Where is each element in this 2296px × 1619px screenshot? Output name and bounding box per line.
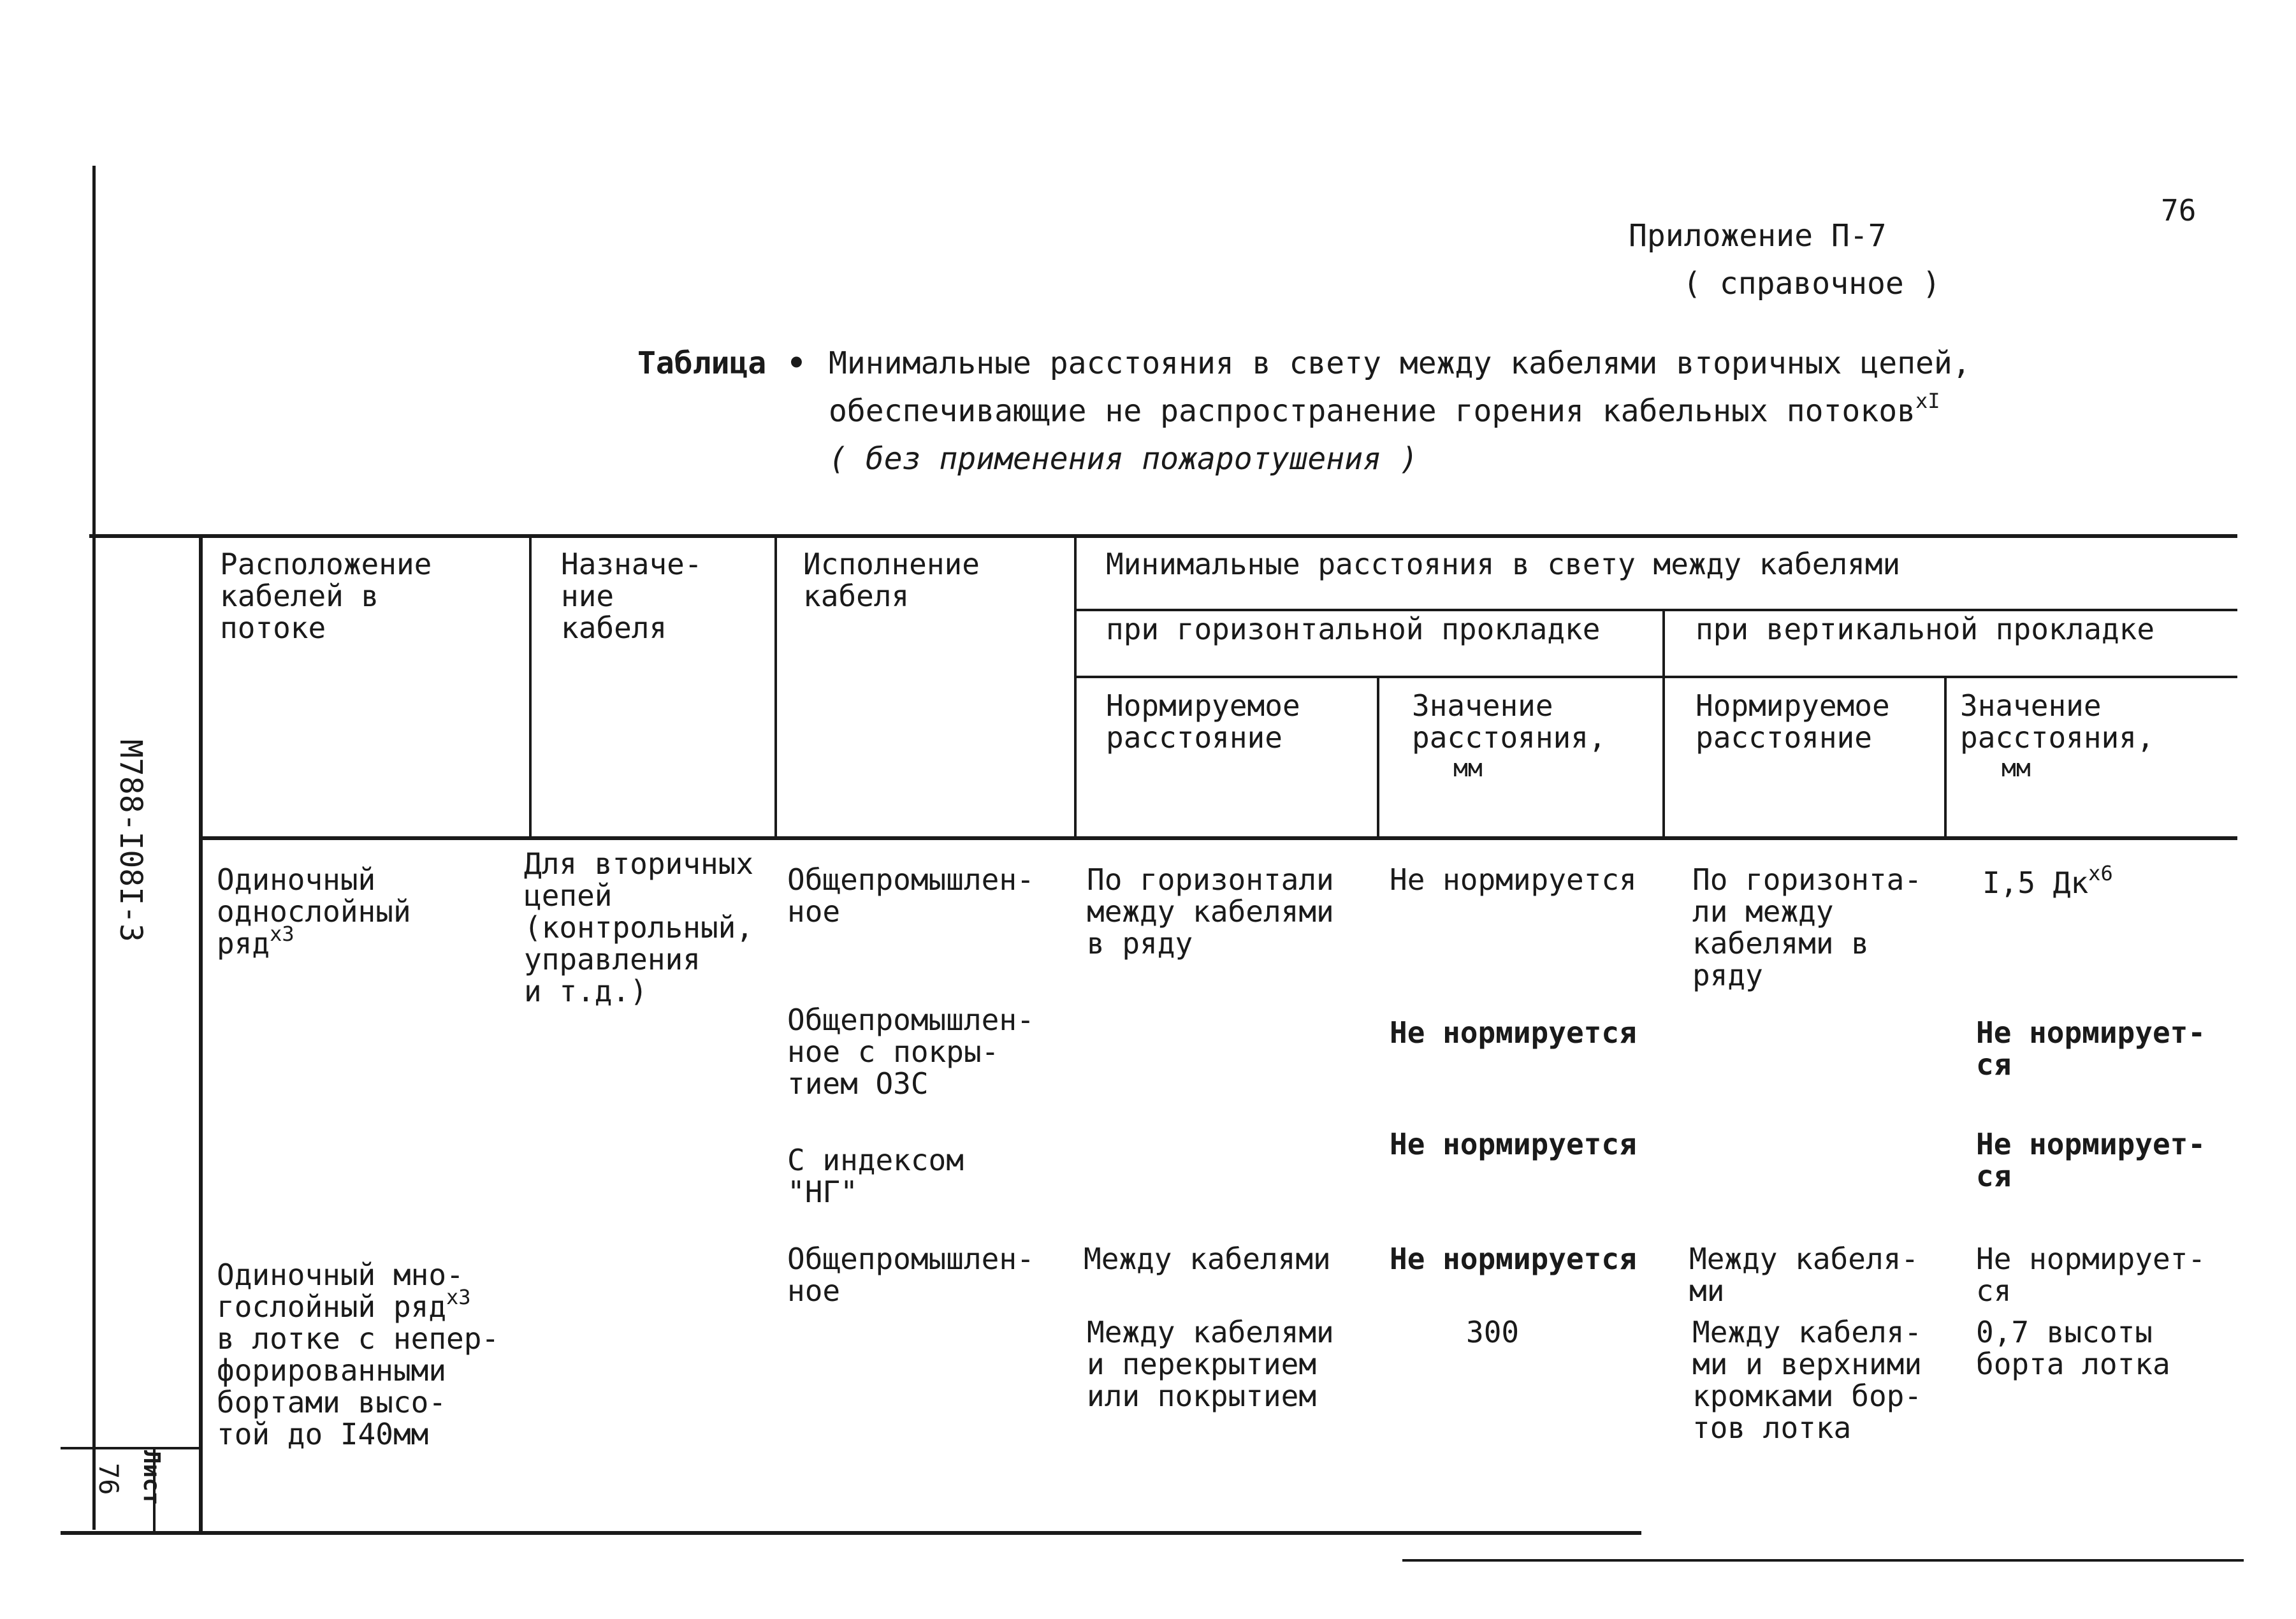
row1-v-normalized: По горизонта- ли между кабелями в ряду — [1692, 862, 1922, 992]
row2-execution: Общепромышлен- ное с покры- тием ОЗС — [787, 1003, 1035, 1101]
header-subgroup-underline — [1075, 676, 2237, 678]
stamp-sheet-label: Лист — [138, 1450, 164, 1506]
row4a-v-value: Не нормирует- ся — [1976, 1242, 2206, 1308]
caption-line-2: обеспечивающие не распространение горения кабельных потоков$^{xI}$ — [829, 389, 1940, 429]
stamp-page: 76 — [93, 1463, 124, 1495]
header-min-distances: Минимальные расстояния в свету между кабелями — [1106, 547, 1901, 581]
col-divider-1 — [529, 538, 532, 838]
header-location: Расположение кабелей в потоке — [220, 547, 432, 645]
stamp-box-top — [61, 1447, 202, 1449]
header-h-value: Значение расстояния, — [1412, 688, 1606, 755]
row4b-h-normalized: Между кабелями и перекрытием или покрытием — [1087, 1315, 1334, 1413]
row1-h-normalized: По горизонтали между кабелями в ряду — [1087, 862, 1334, 961]
header-group-underline — [1075, 609, 2237, 611]
row1-execution: Общепромышлен- ное — [787, 862, 1035, 929]
row1-h-value: Не нормируется — [1390, 862, 1637, 897]
caption-label: Таблица — [637, 345, 767, 381]
row4b-v-value: 0,7 высоты борта лотка — [1976, 1315, 2170, 1381]
row3-v-value: Не нормирует- ся — [1976, 1127, 2206, 1193]
col-divider-hv — [1662, 610, 1665, 838]
header-vertical: при вертикальной прокладке — [1696, 612, 2155, 646]
row2-h-value: Не нормируется — [1390, 1015, 1637, 1050]
header-execution: Исполнение кабеля — [803, 547, 980, 613]
table-header-bottom-border — [199, 836, 2237, 840]
row1-v-value: I,5 $Дк^{x6}$ — [1982, 860, 2113, 900]
left-margin-line — [92, 166, 96, 1530]
row1-location: Одиночный однослойный ряд$^{x3}$ — [217, 862, 411, 961]
row4-execution: Общепромышлен- ное — [787, 1242, 1035, 1308]
row4a-h-value: Не нормируется — [1390, 1242, 1637, 1276]
header-v-normalized: Нормируемое расстояние — [1696, 688, 1890, 755]
col-divider-h-sub — [1377, 677, 1379, 838]
stamp-doc-code: М788-I08I-3 — [113, 739, 149, 942]
col-divider-2 — [774, 538, 777, 838]
caption-line-1: Минимальные расстояния в свету между кабелями вторичных цепей, — [829, 345, 1971, 381]
stamp-right-line — [199, 534, 203, 1535]
caption-line-3: ( без применения пожаротушения ) — [829, 441, 1418, 477]
bottom-line-right — [1402, 1559, 2244, 1562]
row3-execution: С индексом "НГ" — [787, 1143, 964, 1209]
col-divider-v-sub — [1944, 677, 1947, 838]
appendix-subtitle: ( справочное ) — [1683, 266, 1941, 301]
row2-v-value: Не нормирует- ся — [1976, 1015, 2206, 1082]
header-horizontal: при горизонтальной прокладке — [1106, 612, 1601, 646]
caption-bullet: • — [787, 345, 806, 381]
appendix-title: Приложение П-7 — [1629, 218, 1887, 254]
header-v-value-unit: мм — [2002, 754, 2031, 782]
row4-location: Одиночный мно- гослойный ряд$^{x3}$ в лотке с непер- форированными бортами высо- той до I40мм — [217, 1258, 500, 1451]
header-h-value-unit: мм — [1453, 754, 1483, 782]
row1-purpose: Для вторичных цепей (контрольный, управления и т.д.) — [524, 846, 754, 1008]
row4b-h-value: 300 — [1466, 1315, 1520, 1349]
header-h-normalized: Нормируемое расстояние — [1106, 688, 1300, 755]
table-top-border — [89, 534, 2237, 538]
row4b-v-normalized: Между кабеля- ми и верхними кромками бор- тов лотка — [1692, 1315, 1922, 1445]
col-divider-3 — [1074, 538, 1077, 838]
table-bottom-border — [61, 1531, 1641, 1535]
header-v-value: Значение расстояния, — [1960, 688, 2154, 755]
row3-h-value: Не нормируется — [1390, 1127, 1637, 1161]
header-purpose: Назначе- ние кабеля — [561, 547, 702, 645]
row4a-h-normalized: Между кабелями — [1084, 1242, 1331, 1276]
row4a-v-normalized: Между кабеля- ми — [1689, 1242, 1919, 1308]
page-number: 76 — [2161, 193, 2197, 228]
